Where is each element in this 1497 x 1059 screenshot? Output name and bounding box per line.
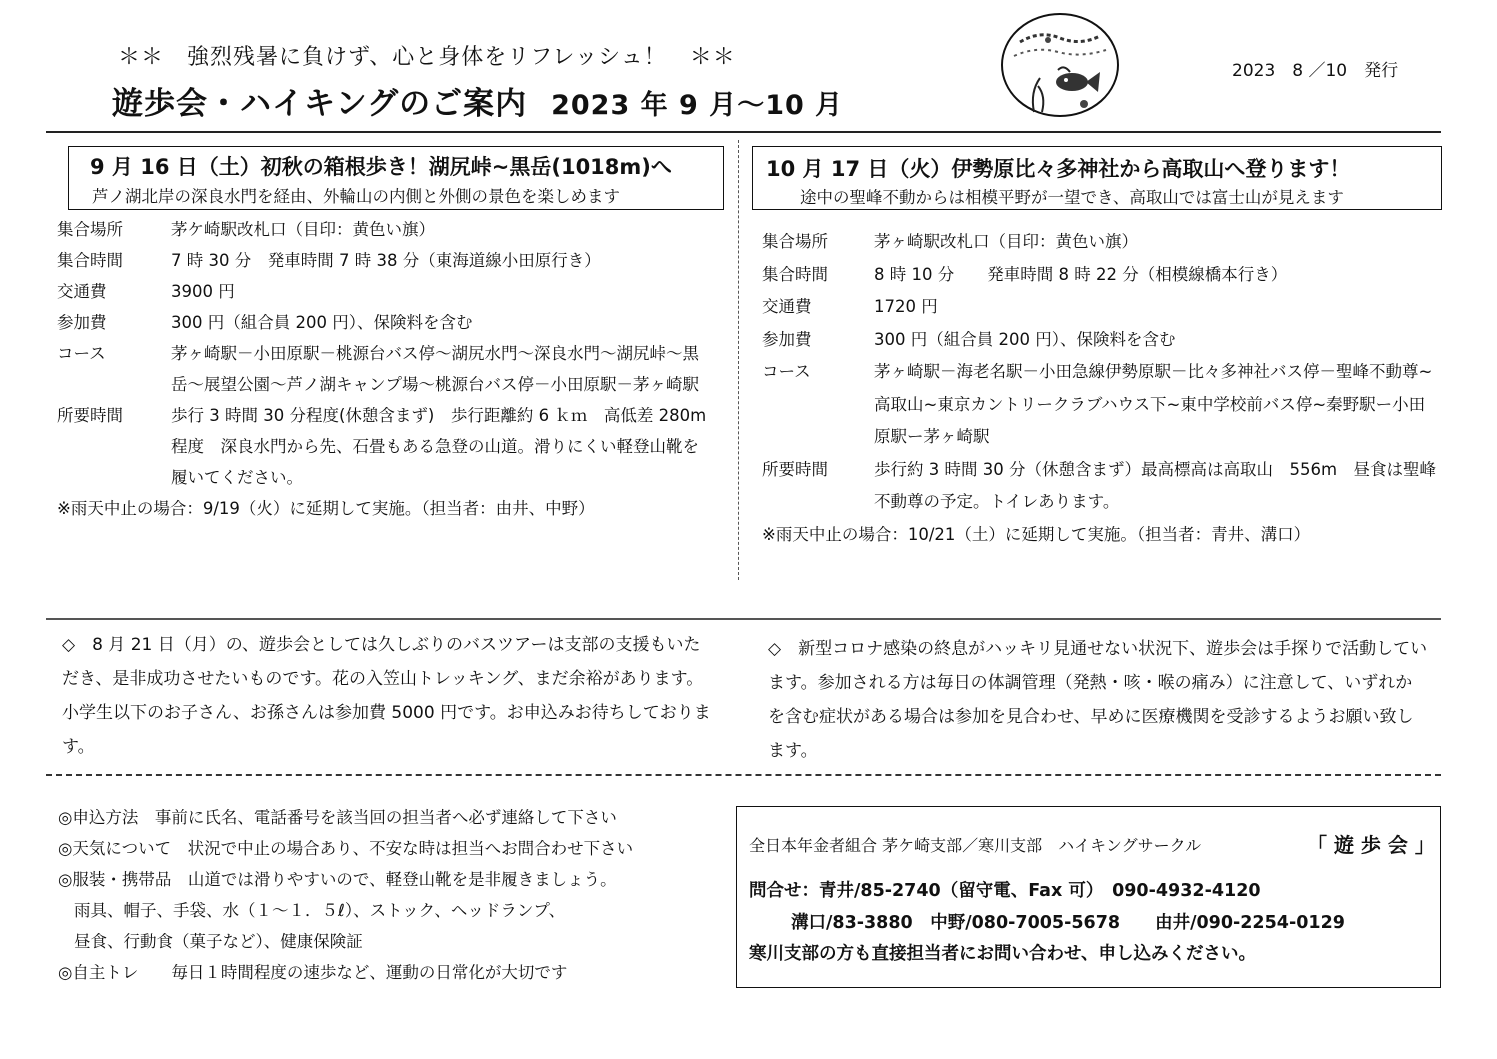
contact-line-3: 寒川支部の方も直接担当者にお問い合わせ、申し込みください。 (749, 944, 1256, 964)
apply-training: ◎自主トレ 毎日１時間程度の速歩など、運動の日常化が大切です (58, 963, 568, 982)
event1-row-duration: 所要時間 歩行 3 時間 30 分程度(休憩含まず) 歩行距離約 6 ｋｍ 高低差 280m 程度 深良水門から先、石畳もある急登の山道。滑りにくい軽登山靴を履いてください。 (57, 406, 707, 487)
notice-bus-tour: ◇ 8 月 21 日（月）の、遊歩会としては久しぶりのバスツアーは支部の支援もいただき、是非成功させたいものです。花の入笠山トレッキング、まだ余裕があります。小学生以下のお子さん、お孫さんは参加費 5000 円です。お申込みお待ちしております。 (62, 635, 711, 757)
event1-row-fare: 交通費 3900 円 (57, 282, 235, 301)
notices-top-divider (46, 618, 1441, 620)
contact-box (736, 806, 1441, 988)
contact-circle-name: 「 遊 歩 会 」 (1307, 833, 1435, 857)
event2-rain-note: ※雨天中止の場合：10/21（土）に延期して実施。（担当者：青井、溝口） (762, 524, 1311, 544)
event2-row-meeting-time: 集合時間 8 時 10 分 発車時間 8 時 22 分（相模線橋本行き） (762, 264, 1288, 284)
apply-weather: ◎天気について 状況で中止の場合あり、不安な時は担当へお問合わせ下さい (58, 839, 634, 858)
event2-title: 10 月 17 日（火）伊勢原比々多神社から高取山へ登ります！ (766, 157, 1351, 181)
title-text: 遊歩会・ハイキングのご案内 (112, 86, 528, 122)
apply-info (58, 802, 633, 988)
event2-row-duration: 所要時間 歩行約 3 時間 30 分（休憩含まず）最高標高は高取山 556m 昼食は聖峰不動尊の予定。トイレあります。 (762, 459, 1437, 511)
apply-gear: ◎服装・携帯品 山道では滑りやすいので、軽登山靴を是非履きましょう。 (58, 870, 617, 889)
contact-line-1: 問合せ：青井/85-2740（留守電、Fax 可） 090-4932-4120 (749, 881, 1261, 901)
fishbowl-logo-icon (1000, 12, 1120, 118)
event1-rain-note: ※雨天中止の場合：9/19（火）に延期して実施。（担当者：由井、中野） (57, 499, 595, 518)
event2-subtitle: 途中の聖峰不動からは相模平野が一望でき、高取山では富士山が見えます (800, 188, 1344, 207)
event2-row-meeting-place: 集合場所 茅ヶ崎駅改札口（目印：黄色い旗） (762, 232, 1138, 251)
event1-row-meeting-time: 集合時間 7 時 30 分 発車時間 7 時 38 分（東海道線小田原行き） (57, 251, 601, 270)
apply-gear-items-2: 昼食、行動食（菓子など）、健康保険証 (74, 932, 363, 951)
event1-title: 9 月 16 日（土）初秋の箱根歩き！湖尻峠~黒岳(1018m)へ (90, 155, 672, 179)
notices-bottom-divider (46, 774, 1441, 776)
event1-row-meeting-place: 集合場所 茅ケ崎駅改札口（目印：黄色い旗） (57, 220, 435, 239)
notice-covid: ◇ 新型コロナ感染の終息がハッキリ見通せない状況下、遊歩会は手探りで活動しています。参加される方は毎日の体調管理（発熱・咳・喉の痛み）に注意して、いずれかを含む症状がある場合は参加を見合わせ、早めに医療機関を受診するようお願い致します。 (768, 639, 1428, 761)
page-title (112, 78, 843, 123)
event1-subtitle: 芦ノ湖北岸の深良水門を経由、外輪山の内側と外側の景色を楽しめます (92, 187, 620, 206)
column-divider (738, 140, 739, 580)
apply-method: ◎申込方法 事前に氏名、電話番号を該当回の担当者へ必ず連絡して下さい (58, 808, 617, 827)
event2-details (762, 226, 1438, 551)
apply-gear-items: 雨具、帽子、手袋、水（１～１．５ℓ）、ストック、ヘッドランプ、 (74, 901, 566, 920)
issue-date: 2023 8 ／10 発行 (1232, 61, 1399, 81)
event2-row-fee: 参加費 300 円（組合員 200 円）、保険料を含む (762, 329, 1176, 349)
contact-line-2: 溝口/83-3880 中野/080-7005-5678 由井/090-2254-0129 (791, 913, 1345, 933)
title-period: 2023 年 9 月～10 月 (551, 90, 844, 121)
event1-row-course: コース 茅ヶ崎駅－小田原駅－桃源台バス停～湖尻水門～深良水門～湖尻峠～黒岳～展望公園～芦ノ湖キャンプ場～桃源台バス停－小田原駅－茅ヶ崎駅 (57, 344, 699, 394)
header-subtitle: ＊＊ 強烈残暑に負けず、心と身体をリフレッシュ！ ＊＊ (118, 45, 736, 70)
event2-row-fare: 交通費 1720 円 (762, 297, 938, 316)
header-divider (46, 131, 1441, 133)
event2-row-course: コース 茅ヶ崎駅－海老名駅－小田急線伊勢原駅－比々多神社バス停－聖峰不動尊~高取山~東京カントリークラブハウス下~東中学校前バス停~秦野駅ー小田原駅ー茅ヶ崎駅 (762, 362, 1433, 446)
contact-org: 全日本年金者組合 茅ケ崎支部／寒川支部 ハイキングサークル (749, 836, 1202, 855)
event1-row-fee: 参加費 300 円（組合員 200 円）、保険料を含む (57, 313, 473, 332)
event1-details (57, 214, 707, 524)
